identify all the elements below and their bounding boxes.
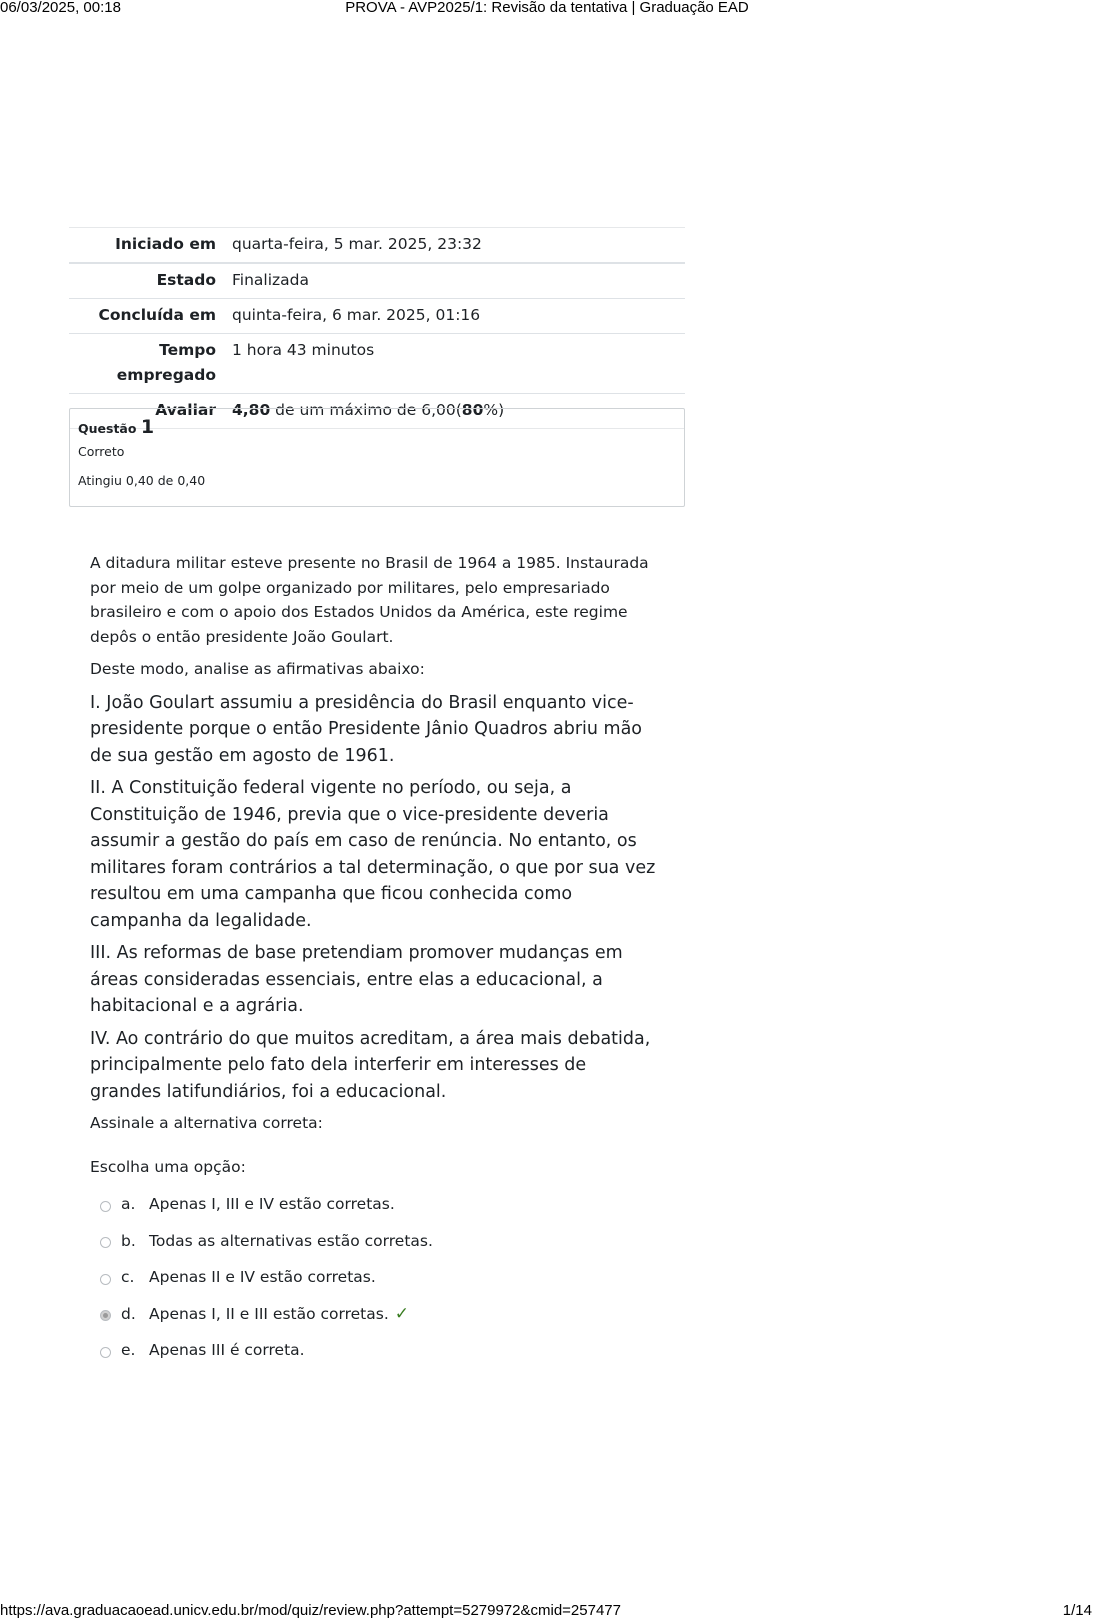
radio-d-selected[interactable] — [100, 1310, 111, 1321]
question-intro: A ditadura militar esteve presente no Brasil de 1964 a 1985. Instaurada por meio de um golpe organizado por militares, pelo empresariado brasileiro e com o apoio dos Estados Unidos da América, este regime depôs o então presidente João Goulart. — [90, 554, 649, 646]
attempt-summary-table — [69, 227, 685, 429]
time-label-line2: empregado — [116, 366, 216, 384]
radio-e[interactable] — [100, 1347, 111, 1358]
question-label: Questão — [78, 421, 137, 436]
question-text — [90, 551, 660, 1144]
question-number — [78, 415, 676, 441]
time-value: 1 hora 43 minutos — [232, 341, 375, 359]
option-text: Apenas III é correta. — [149, 1341, 305, 1360]
answer-options — [100, 1186, 433, 1369]
grade-mid: de um máximo de 6,00( — [270, 401, 462, 419]
answer-option-d[interactable] — [100, 1296, 433, 1333]
radio-b[interactable] — [100, 1237, 111, 1248]
option-letter: d. — [121, 1304, 136, 1323]
started-label: Iniciado em — [115, 235, 216, 253]
summary-row-started — [69, 228, 685, 264]
grade-end: %) — [483, 401, 505, 419]
summary-row-completed — [69, 299, 685, 334]
time-label — [69, 334, 232, 394]
print-url: https://ava.graduacaoead.unicv.edu.br/mod/quiz/review.php?attempt=5279972&cmid=257477 — [0, 1602, 621, 1619]
grade-score: 4,80 — [232, 401, 271, 419]
print-page-number: 1/14 — [1062, 1602, 1092, 1619]
correct-check-icon: ✓ — [394, 1303, 410, 1324]
question-analyze: Deste modo, analise as afirmativas abaixo: — [90, 660, 425, 678]
answer-option-e[interactable] — [100, 1332, 433, 1369]
summary-row-time — [69, 334, 685, 394]
state-label: Estado — [156, 271, 216, 289]
question-state: Correto — [78, 444, 125, 459]
answer-option-a[interactable] — [100, 1186, 433, 1223]
time-label-line1: Tempo — [159, 341, 216, 359]
question-grade: Atingiu 0,40 de 0,40 — [78, 473, 206, 488]
option-text: Todas as alternativas estão corretas. — [149, 1231, 433, 1250]
statement-2: II. A Constituição federal vigente no período, ou seja, a Constituição de 1946, previa que o vice-presidente deveria assumir a gestão do país em caso de renúncia. No entanto, os militares foram contrários a tal determinação, o que por sua vez resultou em uma campanha que ficou conhecida como campanha da legalidade. — [90, 778, 656, 931]
option-letter: b. — [121, 1231, 136, 1250]
statement-4: IV. Ao contrário do que muitos acreditam, a área mais debatida, principalmente pelo fato dela interferir em interesses de grandes latifundiários, foi a educacional. — [90, 1028, 651, 1102]
print-footer — [0, 1602, 1094, 1620]
statement-3: III. As reformas de base pretendiam promover mudanças em áreas consideradas essenciais, entre elas a educacional, a habitacional e a agrária. — [90, 943, 623, 1016]
completed-label: Concluída em — [98, 306, 216, 324]
answer-option-c[interactable] — [100, 1259, 433, 1296]
question-info-box — [69, 408, 685, 507]
print-title: PROVA - AVP2025/1: Revisão da tentativa | Graduação EAD — [345, 0, 749, 16]
print-date: 06/03/2025, 00:18 — [0, 0, 121, 16]
summary-row-state — [69, 263, 685, 299]
grade-percent: 80 — [461, 401, 484, 419]
state-value: Finalizada — [232, 271, 310, 289]
radio-a[interactable] — [100, 1201, 111, 1212]
option-letter: c. — [121, 1268, 135, 1287]
radio-c[interactable] — [100, 1274, 111, 1285]
option-text: Apenas II e IV estão corretas. — [149, 1268, 376, 1287]
option-text: Apenas I, III e IV estão corretas. — [149, 1195, 395, 1214]
option-letter: a. — [121, 1195, 136, 1214]
completed-value: quinta-feira, 6 mar. 2025, 01:16 — [232, 306, 481, 324]
question-instruction: Assinale a alternativa correta: — [90, 1114, 323, 1132]
grade-label: Avaliar — [155, 401, 216, 419]
option-text: Apenas I, II e III estão corretas. — [149, 1304, 389, 1323]
choose-prompt: Escolha uma opção: — [90, 1158, 246, 1176]
statement-1: I. João Goulart assumiu a presidência do Brasil enquanto vice-presidente porque o então Presidente Jânio Quadros abriu mão de sua gestão em agosto de 1961. — [90, 692, 643, 766]
started-value: quarta-feira, 5 mar. 2025, 23:32 — [232, 235, 482, 253]
option-letter: e. — [121, 1341, 136, 1360]
print-header — [0, 0, 1094, 17]
question-number-value: 1 — [140, 416, 155, 438]
answer-option-b[interactable] — [100, 1223, 433, 1260]
